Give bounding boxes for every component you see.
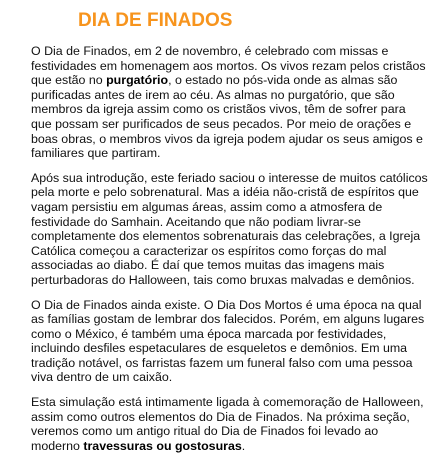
article-body (31, 44, 429, 463)
travessuras-link[interactable]: travessuras ou gostosuras (83, 438, 242, 453)
paragraph-4 (31, 395, 429, 453)
paragraph-4-text-end: . (241, 438, 246, 453)
paragraph-3: O Dia de Finados ainda existe. O Dia Dos Mortos é uma época na qual as famílias gostam de lembrar dos falecidos. Porém, em alguns lugares como o México, é também uma época marcada por festividades, incluindo desfiles espetaculares de esqueletos e demônios. Em uma tradição notável, os farristas fazem um funeral falso com uma pessoa viva dentro de um caixão. (31, 297, 425, 385)
paragraph-4-text-start: Esta simulação está intimamente ligada à comemoração de Halloween, assim como outros elementos do Dia de Finados. Na próxima seção, veremos como um antigo ritual do Dia de Finados foi levado ao moderno (31, 395, 424, 453)
paragraph-1-text-start: O Dia de Finados, em 2 de novembro, é celebrado com missas e festividades em homenagem aos mortos. Os vivos rezam pelos cristãos que estão no (31, 44, 426, 88)
paragraph-1-text-end: , o estado no pós-vida onde as almas são purificadas antes de irem ao céu. As almas no purgatório, que são membros da igreja assim como os cristãos vivos, têm de sofrer para que possam ser purificados de seus pecados. Por meio de orações e boas obras, o membros vivos da igreja podem ajudar os seus amigos e familiares que partiram. (31, 73, 423, 161)
paragraph-1 (31, 44, 429, 161)
purgatorio-link[interactable]: purgatório (106, 73, 169, 88)
paragraph-2: Após sua introdução, este feriado saciou o interesse de muitos católicos pela morte e pelo sobrenatural. Mas a idéia não-cristã de espíritos que vagam persistiu em algumas áreas, assim como a atmosfera de festividade do Samhain. Aceitando que não podiam livrar-se completamente dos elementos sobrenaturais das celebrações, a Igreja Católica começou a caracterizar os espíritos como forças do mal associadas ao diabo. É daí que temos muitas das imagens mais perturbadoras do Halloween, tais como bruxas malvadas e demônios. (31, 170, 428, 287)
page-title: DIA DE FINADOS (78, 10, 233, 31)
